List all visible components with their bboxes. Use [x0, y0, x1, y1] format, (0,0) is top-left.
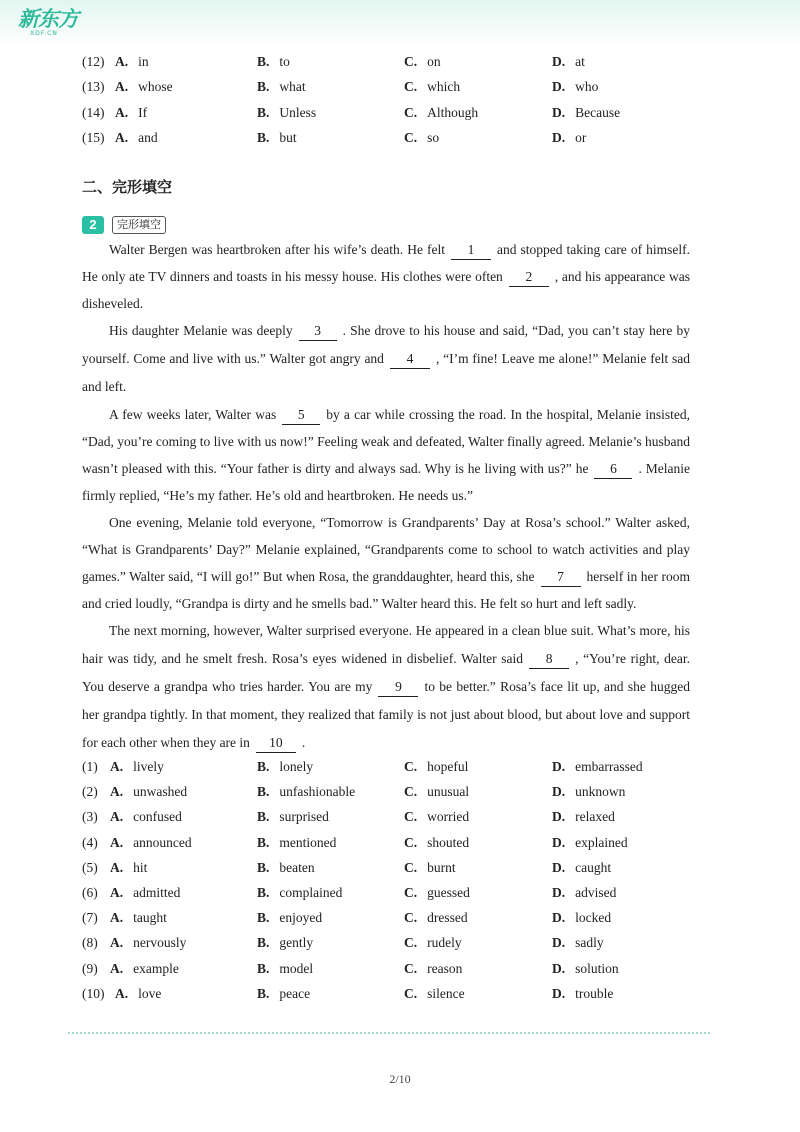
- question-number: (3): [82, 809, 98, 825]
- option-b: [257, 833, 336, 853]
- question-number: (9): [82, 960, 98, 976]
- passage-text: , “You’re right, dear. You deserve a grandpa who tries harder. You are my: [82, 651, 691, 694]
- footer-divider: [68, 1032, 710, 1034]
- option-text: in: [138, 54, 149, 69]
- option-b: [257, 908, 322, 928]
- option-letter: D.: [552, 104, 566, 120]
- paragraph-2: [82, 317, 690, 401]
- option-letter: C.: [404, 910, 418, 926]
- option-d: [552, 908, 611, 928]
- option-d: [552, 933, 604, 953]
- option-text: surprised: [279, 809, 329, 825]
- option-letter: D.: [552, 784, 566, 800]
- option-a: [110, 933, 186, 953]
- option-c: [404, 782, 469, 802]
- option-text: enjoyed: [279, 910, 323, 926]
- blank-9: 9: [378, 677, 418, 697]
- option-letter: A.: [115, 985, 129, 1001]
- option-b: [257, 128, 297, 148]
- option-a: [115, 77, 173, 97]
- option-b: [257, 883, 342, 903]
- question-number: (2): [82, 784, 98, 800]
- option-text: mentioned: [279, 834, 337, 850]
- option-d: [552, 833, 628, 853]
- option-text: but: [279, 129, 297, 145]
- option-letter: B.: [257, 960, 270, 976]
- option-text: which: [427, 79, 461, 95]
- option-text: advised: [575, 885, 617, 900]
- question-type-tag: 完形填空: [112, 216, 166, 234]
- option-text: relaxed: [575, 809, 615, 825]
- question-number-badge: 2: [82, 216, 104, 234]
- option-text: example: [133, 960, 179, 976]
- option-c: [404, 103, 478, 123]
- option-text: sadly: [575, 935, 604, 951]
- option-c: [404, 858, 456, 878]
- passage-text: A few weeks later, Walter was: [109, 407, 277, 422]
- option-d: [552, 959, 619, 979]
- option-letter: C.: [404, 985, 418, 1001]
- option-text: trouble: [575, 985, 614, 1001]
- option-d: [552, 807, 615, 827]
- question-number: (15): [82, 129, 105, 145]
- option-letter: B.: [257, 859, 270, 875]
- option-text: Unless: [279, 104, 317, 120]
- option-d: [552, 984, 613, 1004]
- option-b: [257, 984, 310, 1004]
- option-c: [404, 883, 470, 903]
- option-letter: C.: [404, 54, 418, 69]
- blank-1: 1: [451, 240, 491, 260]
- option-letter: A.: [110, 935, 124, 951]
- option-letter: B.: [257, 54, 270, 69]
- option-a: [115, 128, 158, 148]
- blank-7: 7: [541, 567, 581, 587]
- option-letter: C.: [404, 784, 418, 800]
- option-c: [404, 933, 462, 953]
- blank-6: 6: [594, 459, 632, 479]
- option-text: peace: [279, 985, 311, 1001]
- question-number: (13): [82, 79, 105, 95]
- option-text: rudely: [427, 935, 462, 951]
- option-text: worried: [427, 809, 470, 825]
- option-letter: D.: [552, 834, 566, 850]
- option-letter: B.: [257, 809, 270, 825]
- option-letter: D.: [552, 809, 566, 825]
- option-text: complained: [279, 885, 343, 900]
- option-c: [404, 757, 468, 777]
- option-a: [110, 908, 167, 928]
- option-a: [110, 959, 179, 979]
- option-c: [404, 77, 460, 97]
- option-text: silence: [427, 985, 465, 1001]
- passage-text: The next morning, however, Walter surprised everyone. He appeared in a clean blue suit. What’s more, his hair was tidy, and he smelt fresh. Rosa’s eyes widened in disbelief. Walter said: [82, 623, 690, 666]
- option-text: or: [575, 129, 587, 145]
- option-letter: D.: [552, 885, 566, 900]
- option-letter: C.: [404, 809, 418, 825]
- option-letter: A.: [110, 960, 124, 976]
- question-number: (4): [82, 834, 98, 850]
- option-text: explained: [575, 834, 628, 850]
- paragraph-3: [82, 401, 690, 509]
- option-letter: A.: [110, 859, 124, 875]
- logo-text: 新东方: [18, 7, 78, 31]
- blank-4: 4: [390, 349, 430, 369]
- passage-text: .: [301, 735, 306, 750]
- option-text: admitted: [133, 885, 181, 900]
- blank-2: 2: [509, 267, 549, 287]
- option-d: [552, 858, 611, 878]
- option-b: [257, 807, 329, 827]
- option-text: reason: [427, 960, 463, 976]
- option-letter: B.: [257, 910, 270, 926]
- option-text: Although: [427, 104, 479, 120]
- option-a: [110, 883, 180, 903]
- option-letter: D.: [552, 129, 566, 145]
- paragraph-4: [82, 509, 690, 617]
- blank-5: 5: [282, 405, 320, 425]
- option-a: [115, 103, 147, 123]
- option-text: shouted: [427, 834, 470, 850]
- option-text: lively: [133, 759, 164, 774]
- option-d: [552, 128, 586, 148]
- option-d: [552, 77, 598, 97]
- option-letter: A.: [115, 54, 129, 69]
- option-letter: B.: [257, 79, 270, 95]
- passage-text: , and his appearance was disheveled.: [82, 269, 690, 311]
- option-letter: C.: [404, 759, 418, 774]
- option-letter: D.: [552, 54, 566, 69]
- passage-text: by a car while crossing the road. In the hospital, Melanie insisted, “Dad, you’re coming to live with us now!” Feeling weak and defeated, Walter finally agreed. Melanie’s husband wasn’t pleased with this. “Your father is dirty and always sad. Why is he living with us?” he: [82, 407, 690, 476]
- option-d: [552, 103, 620, 123]
- option-letter: A.: [115, 129, 129, 145]
- option-letter: C.: [404, 79, 418, 95]
- option-d: [552, 883, 616, 903]
- option-letter: B.: [257, 885, 270, 900]
- option-letter: B.: [257, 104, 270, 120]
- option-letter: B.: [257, 834, 270, 850]
- option-c: [404, 807, 469, 827]
- header-band: [0, 0, 800, 46]
- option-text: solution: [575, 960, 619, 976]
- option-text: whose: [138, 79, 173, 95]
- blank-10: 10: [256, 733, 296, 753]
- option-text: hopeful: [427, 759, 469, 774]
- option-d: [552, 52, 585, 72]
- logo-subtext: XDF.CN: [30, 30, 58, 37]
- option-text: guessed: [427, 885, 470, 900]
- question-number: (6): [82, 885, 98, 900]
- option-text: burnt: [427, 859, 456, 875]
- option-text: caught: [575, 859, 612, 875]
- passage-text: herself in her room and cried loudly, “Grandpa is dirty and he smells bad.” Walter heard this. He felt so hurt and left sadly.: [82, 569, 690, 611]
- option-text: love: [138, 985, 162, 1001]
- cloze-passage: [82, 236, 690, 757]
- option-letter: B.: [257, 784, 270, 800]
- option-c: [404, 908, 468, 928]
- option-letter: A.: [110, 834, 124, 850]
- option-letter: A.: [110, 885, 124, 900]
- option-text: beaten: [279, 859, 315, 875]
- passage-text: One evening, Melanie told everyone, “Tomorrow is Grandparents’ Day at Rosa’s school.” Walter asked, “What is Grandparents’ Day?” Melanie explained, “Grandparents come to school to watch activities and play games.” Walter said, “I will go!” But when Rosa, the granddaughter, heard this, she: [82, 515, 690, 584]
- option-c: [404, 984, 465, 1004]
- passage-text: . She drove to his house and said, “Dad, you can’t stay here by yourself. Come and live with us.” Walter got angry and: [82, 323, 690, 366]
- option-a: [115, 52, 149, 72]
- passage-text: to be better.” Rosa’s face lit up, and she hugged her grandpa tightly. In that moment, they realized that family is not just about blood, but about love and support for each other when they are in: [82, 679, 690, 750]
- passage-text: , “I’m fine! Leave me alone!” Melanie felt sad and left.: [82, 351, 690, 394]
- passage-text: His daughter Melanie was deeply: [109, 323, 293, 338]
- option-text: lonely: [279, 759, 314, 774]
- option-text: Because: [575, 104, 621, 120]
- option-text: on: [427, 54, 441, 69]
- option-letter: C.: [404, 834, 418, 850]
- option-text: confused: [133, 809, 182, 825]
- question-number: (10): [82, 985, 105, 1001]
- brand-logo: [18, 8, 88, 40]
- option-a: [110, 757, 164, 777]
- passage-text: . Melanie firmly replied, “He’s my father. He’s old and heartbroken. He needs us.”: [82, 461, 690, 503]
- option-d: [552, 757, 643, 777]
- option-letter: D.: [552, 79, 566, 95]
- option-text: taught: [133, 910, 167, 926]
- option-text: locked: [575, 910, 612, 926]
- option-text: model: [279, 960, 314, 976]
- option-letter: D.: [552, 859, 566, 875]
- option-b: [257, 77, 306, 97]
- option-text: so: [427, 129, 440, 145]
- option-b: [257, 858, 315, 878]
- question-number: (5): [82, 859, 98, 875]
- option-letter: D.: [552, 960, 566, 976]
- option-letter: B.: [257, 935, 270, 951]
- option-text: unfashionable: [279, 784, 356, 800]
- paragraph-1: [82, 236, 690, 317]
- section-title: 二、完形填空: [82, 178, 173, 196]
- option-c: [404, 959, 462, 979]
- question-number: (12): [82, 54, 105, 69]
- option-d: [552, 782, 625, 802]
- option-text: to: [279, 54, 290, 69]
- option-text: announced: [133, 834, 192, 850]
- option-letter: D.: [552, 759, 566, 774]
- option-c: [404, 52, 441, 72]
- option-text: nervously: [133, 935, 187, 951]
- option-letter: C.: [404, 960, 418, 976]
- passage-text: and stopped taking care of himself. He only ate TV dinners and toasts in his messy house. His clothes were often: [82, 242, 690, 284]
- option-a: [110, 807, 182, 827]
- option-letter: A.: [110, 784, 124, 800]
- option-text: unknown: [575, 784, 626, 800]
- option-letter: D.: [552, 935, 566, 951]
- question-number: (1): [82, 759, 98, 774]
- page-number: 2/10: [389, 1072, 411, 1086]
- option-text: unusual: [427, 784, 470, 800]
- option-letter: A.: [115, 104, 129, 120]
- option-text: unwashed: [133, 784, 188, 800]
- option-letter: A.: [115, 79, 129, 95]
- option-letter: C.: [404, 935, 418, 951]
- option-text: If: [138, 104, 148, 120]
- question-number: (7): [82, 910, 98, 926]
- option-letter: C.: [404, 104, 418, 120]
- option-b: [257, 782, 355, 802]
- option-letter: C.: [404, 885, 418, 900]
- option-b: [257, 933, 313, 953]
- option-text: and: [138, 129, 158, 145]
- option-letter: C.: [404, 859, 418, 875]
- option-a: [110, 782, 187, 802]
- option-letter: D.: [552, 910, 566, 926]
- option-text: at: [575, 54, 585, 69]
- option-a: [110, 858, 147, 878]
- option-letter: A.: [110, 809, 124, 825]
- option-b: [257, 103, 316, 123]
- option-b: [257, 52, 290, 72]
- option-letter: B.: [257, 759, 270, 774]
- blank-8: 8: [529, 649, 569, 669]
- option-text: embarrassed: [575, 759, 643, 774]
- option-c: [404, 128, 439, 148]
- option-letter: A.: [110, 759, 124, 774]
- option-text: hit: [133, 859, 148, 875]
- blank-3: 3: [299, 321, 337, 341]
- option-c: [404, 833, 469, 853]
- option-letter: C.: [404, 129, 418, 145]
- question-number: (8): [82, 935, 98, 951]
- option-text: what: [279, 79, 306, 95]
- option-letter: D.: [552, 985, 566, 1001]
- option-text: gently: [279, 935, 314, 951]
- option-letter: B.: [257, 129, 270, 145]
- option-a: [115, 984, 161, 1004]
- passage-text: Walter Bergen was heartbroken after his wife’s death. He felt: [109, 242, 445, 257]
- option-letter: B.: [257, 985, 270, 1001]
- option-letter: A.: [110, 910, 124, 926]
- option-a: [110, 833, 192, 853]
- option-b: [257, 959, 313, 979]
- option-text: who: [575, 79, 599, 95]
- paragraph-5: [82, 617, 690, 757]
- option-text: dressed: [427, 910, 468, 926]
- option-b: [257, 757, 313, 777]
- question-number: (14): [82, 104, 105, 120]
